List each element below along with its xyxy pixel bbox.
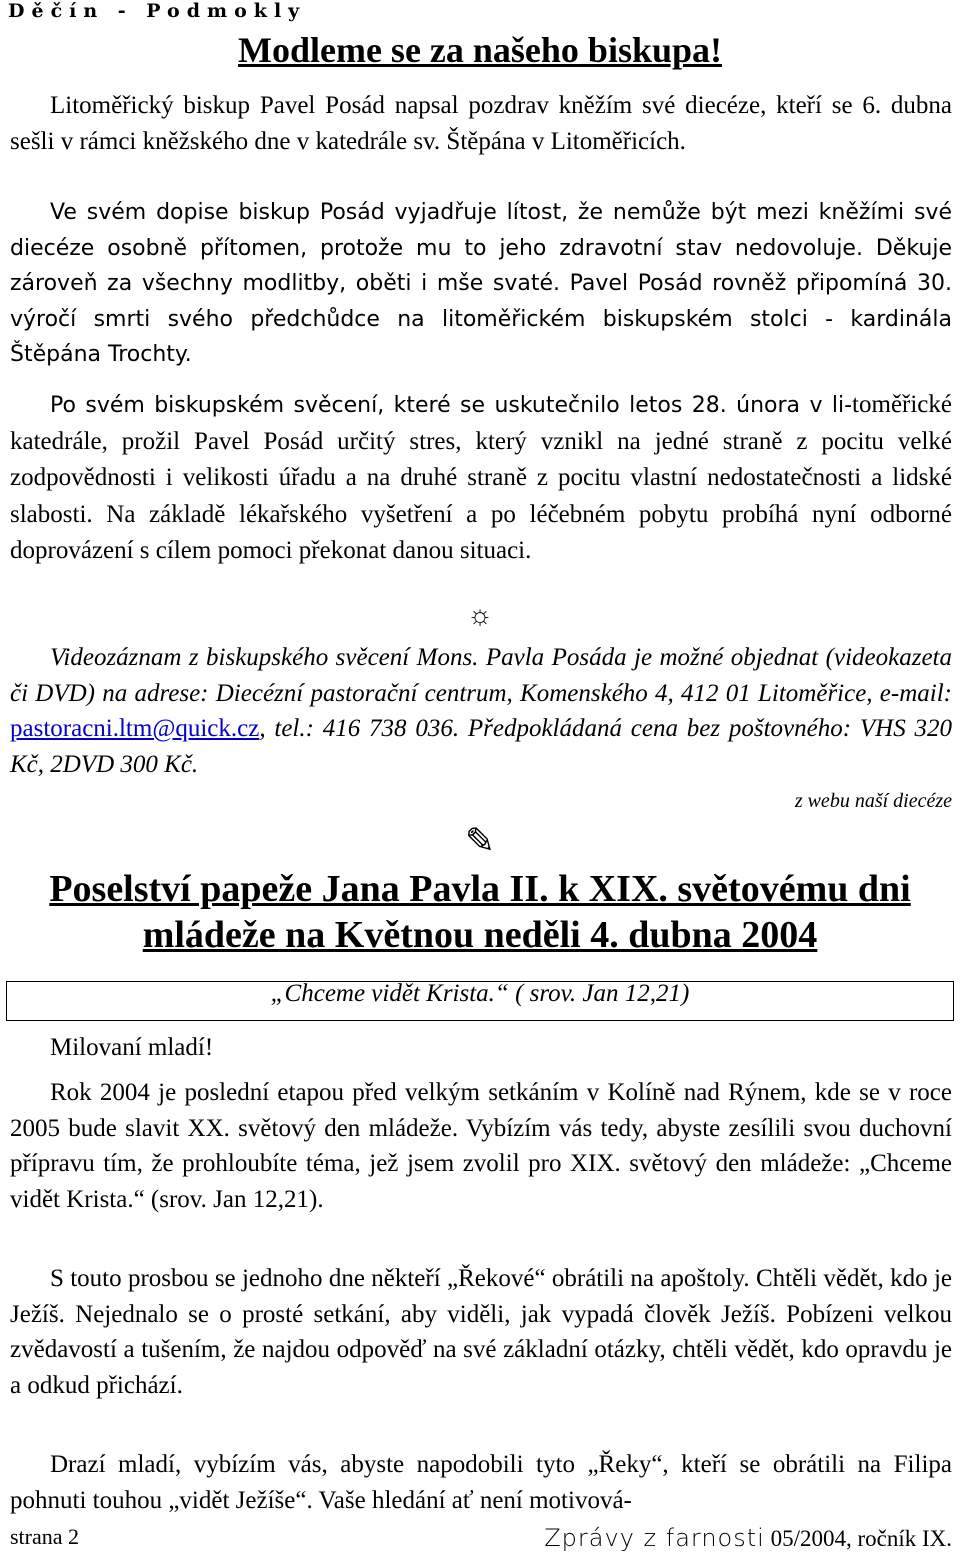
publication-name: Zprávy z farnosti <box>544 1524 765 1552</box>
paragraph: S touto prosbou se jednoho dne někteří „Řekové“ obrátili na apoštoly. Chtěli vědět, kdo je Ježíš. Nejednalo se o prosté setkání, aby viděli, jak vypadá člověk Ježíš. Pobízeni velkou zvědavostí a tušením, že najdou odpověď na své základní otázky, chtěli vědět, kdo opravdu je a odkud přichází. <box>10 1265 952 1399</box>
issue-info: 05/2004, ročník IX. <box>764 1526 952 1551</box>
title-line: mládeže na Květnou neděli 4. dubna 2004 <box>142 914 818 956</box>
paragraph: Litoměřický biskup Pavel Posád napsal pozdrav kněžím své diecéze, kteří se 6. dubna sešli v rámci kněžského dne v katedrále sv. Štěpána v Litoměřicích. <box>10 92 952 155</box>
paragraph-part: toměřické katedrále, prožil Pavel Posád určitý stres, který vznikl na jedné straně z pocitu velké zodpovědnosti i velikosti úřadu a na druhé straně z pocitu vlastní nedostatečnosti a lidské slabosti. Na základě lékařského vyšetření a po léčebném pobytu probíhá nyní odborné doprovázení s cílem pomoci překonat danou situaci. <box>10 391 952 564</box>
paragraph: Rok 2004 je poslední etapou před velkým setkáním v Kolíně nad Rýnem, kde se v roce 2005 bude slavit XX. světový den mládeže. Vybízím vás tedy, abyste zesílili svou duchovní přípravu tím, že prohloubíte téma, jež jsem zvolil pro XIX. světový den mládeže: „Chceme vidět Krista.“ (srov. Jan 12,21). <box>10 1079 952 1213</box>
article-title <box>0 866 960 958</box>
paragraph: Drazí mladí, vybízím vás, abyste napodobili tyto „Řeky“, kteří se obrátili na Filipa pohnuti touhou „vidět Ježíše“. Vaše hledání ať není motivová- <box>10 1451 952 1514</box>
motto: „Chceme vidět Krista.“ ( srov. Jan 12,21) <box>270 980 690 1007</box>
separator-sun-icon: ☼ <box>467 600 493 631</box>
paragraph-part: Po svém biskupském svěcení, které se uskutečnilo letos 28. února v li- <box>50 393 853 418</box>
paragraph: Ve svém dopise biskup Posád vyjadřuje lítost, že nemůže být mezi kněžími své diecéze osobně přítomen, protože mu to jeho zdravotní stav nedovoluje. Děkuje zároveň za všechny modlitby, oběti i mše svaté. Pavel Posád rovněž připomíná 30. výročí smrti svého předchůdce na litoměřickém biskupském stolci - kardinála Štěpána Trochty. <box>10 200 952 367</box>
title-line: Poselství papeže Jana Pavla II. k XIX. světovému dni <box>49 868 911 910</box>
order-info-paragraph <box>10 640 952 782</box>
paragraph <box>10 387 952 570</box>
salutation: Milovaní mladí! <box>50 1034 214 1061</box>
source-attribution: z webu naší diecéze <box>794 790 952 812</box>
header-place: Děčín - Podmokly <box>8 0 307 22</box>
page-number: strana 2 <box>10 1524 80 1549</box>
order-text: , tel.: 416 738 036. Předpokládaná cena bez poštovného: VHS 320 Kč, 2DVD 300 Kč. <box>10 715 952 778</box>
publication-footer <box>544 1524 952 1552</box>
pencil-icon: ✎ <box>464 821 496 861</box>
article-title: Modleme se za našeho biskupa! <box>237 30 723 70</box>
order-text: Videozáznam z biskupského svěcení Mons. Pavla Posáda je možné objednat (videokazeta či DVD) na adrese: Diecézní pastorační centrum, Komenského 4, 412 01 Litoměřice, e-mail: <box>10 644 952 707</box>
email-link[interactable]: pastoracni.ltm@quick.cz <box>10 715 260 742</box>
